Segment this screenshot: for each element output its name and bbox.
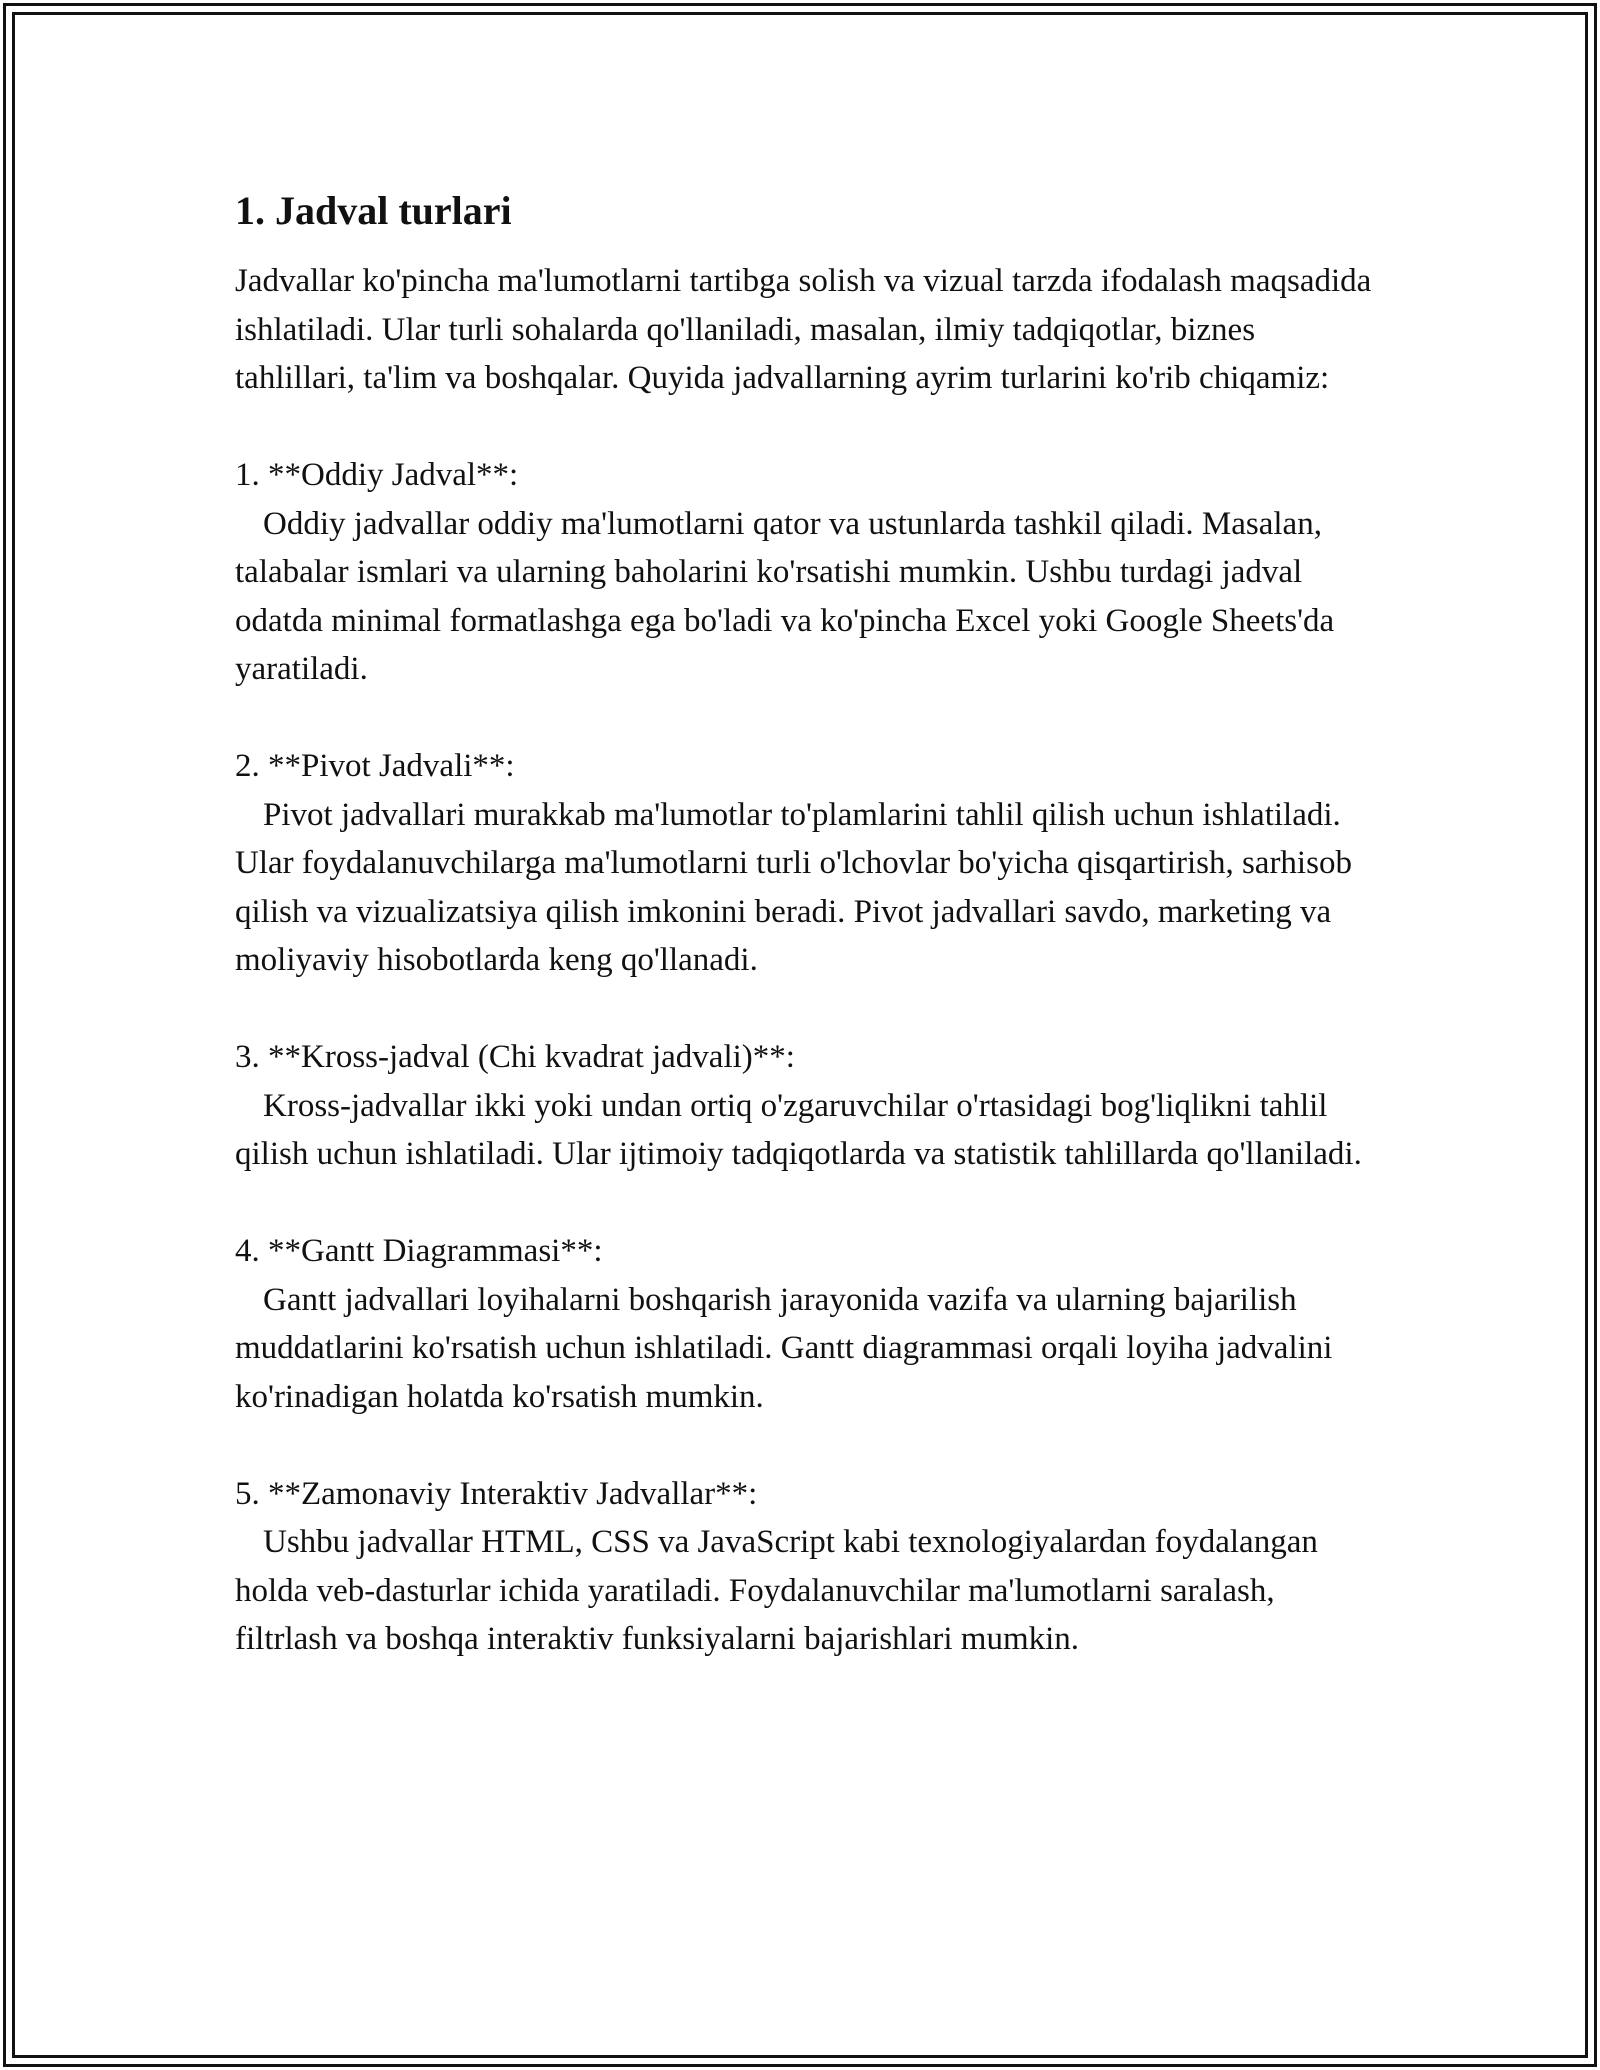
list-item-title: 3. **Kross-jadval (Chi kvadrat jadvali)**:	[235, 1039, 795, 1075]
list-item-description: Ushbu jadvallar HTML, CSS va JavaScript kabi texnologiyalardan foydalangan holda veb-dasturlar ichida yaratiladi. Foydalanuvchilar ma'lumotlarni saralash, filtrlash va boshqa interaktiv funksiyalarni bajarishlari mumkin.	[235, 1524, 1318, 1657]
document-body	[235, 185, 1375, 1712]
list-item-title: 5. **Zamonaviy Interaktiv Jadvallar**:	[235, 1475, 758, 1512]
list-item-description: Oddiy jadvallar oddiy ma'lumotlarni qator va ustunlarda tashkil qiladi. Masalan, talabalar ismlari va ularning baholarini ko'rsatishi mumkin. Ushbu turdagi jadval odatda minimal formatlashga ega bo'ladi va ko'pincha Excel yoki Google Sheets'da yaratiladi.	[235, 505, 1335, 687]
list-item-description: Pivot jadvallari murakkab ma'lumotlar to'plamlarini tahlil qilish uchun ishlatiladi. Ular foydalanuvchilarga ma'lumotlarni turli o'lchovlar bo'yicha qisqartirish, sarhisob qilish va vizualizatsiya qilish imkonini beradi. Pivot jadvallari savdo, marketing va moliyaviy hisobotlarda keng qo'llanadi.	[235, 796, 1352, 978]
list-item-gantt-diagrammasi	[235, 1227, 1375, 1421]
list-item-description: Gantt jadvallari loyihalarni boshqarish jarayonida vazifa va ularning bajarilish muddatlarini ko'rsatish uchun ishlatiladi. Gantt diagrammasi orqali loyiha jadvalini ko'rinadigan holatda ko'rsatish mumkin.	[235, 1281, 1333, 1415]
list-item-title: 2. **Pivot Jadvali**:	[235, 748, 515, 784]
list-item-title: 1. **Oddiy Jadval**:	[235, 457, 519, 493]
intro-paragraph: Jadvallar ko'pincha ma'lumotlarni tartibga solish va vizual tarzda ifodalash maqsadida ishlatiladi. Ular turli sohalarda qo'llaniladi, masalan, ilmiy tadqiqotlar, biznes tahlillari, ta'lim va boshqalar. Quyida jadvallarning ayrim turlarini ko'rib chiqamiz:	[235, 263, 1372, 396]
list-item-oddiy-jadval	[235, 451, 1375, 694]
list-item-kross-jadval	[235, 1033, 1375, 1179]
section-heading: 1. Jadval turlari	[235, 188, 512, 233]
list-item-description: Kross-jadvallar ikki yoki undan ortiq o'zgaruvchilar o'rtasidagi bog'liqlikni tahlil qilish uchun ishlatiladi. Ular ijtimoiy tadqiqotlarda va statistik tahlillarda qo'llaniladi.	[235, 1087, 1362, 1172]
list-item-pivot-jadvali	[235, 742, 1375, 985]
list-item-title: 4. **Gantt Diagrammasi**:	[235, 1233, 603, 1269]
list-item-interaktiv-jadvallar	[235, 1470, 1375, 1664]
